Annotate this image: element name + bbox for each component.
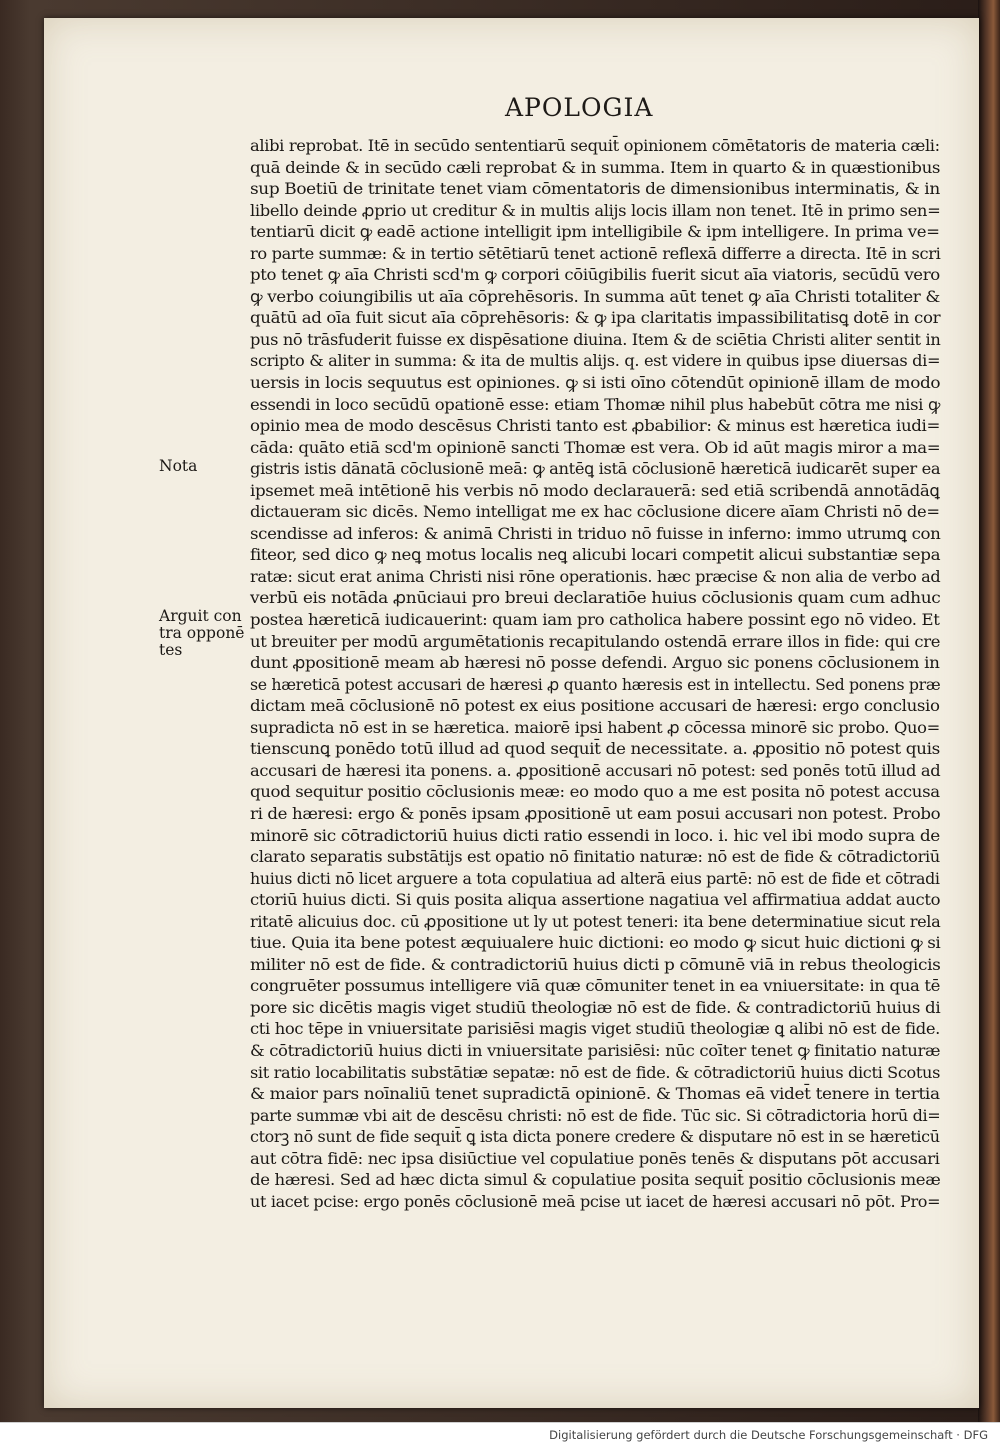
text-line: ctoriū huius dicti. Si quis posita aliqua assertione nagatiua vel affirmatiua addat aucto	[250, 890, 941, 910]
text-line: scripto & aliter in summa: & ita de multis alijs. q. est videre in quibus ipse diuersas di=	[250, 351, 941, 371]
text-line: alibi reprobat. Itē in secūdo sententiarū sequit̄ opinionem cōmētatoris de materia cæli:	[250, 136, 940, 155]
text-line: militer nō est de fide. & contradictoriū huius dicti p cōmunē viā in rebus theologicis	[250, 954, 941, 974]
text-line: essendi in loco secūdū opationē esse: etiam Thomæ nihil plus habebūt cōtra me nisi ꝙ	[250, 394, 940, 414]
text-line: verbū eis notāda ꝓnūciaui pro breui declaratiōe huius cōclusionis quam cum adhuc	[250, 588, 941, 608]
footer-credit: Digitalisierung gefördert durch die Deutsche Forschungsgemeinschaft · DFG	[549, 1428, 988, 1442]
text-line: gistris istis dānatā cōclusionē meā: ꝙ antēꝗ istā cōclusionē hæreticā iudicarēt super ea	[250, 459, 941, 479]
text-line: clarato separatis substātijs est opatio nō finitatio naturæ: nō est de fide & cōtradictoriū	[250, 847, 940, 867]
text-line: huius dicti nō licet arguere a tota copulatiua ad alterā eius partē: nō est de fide et cōtradi	[250, 868, 940, 888]
footer-bar	[0, 1422, 1000, 1449]
text-line: supradicta nō est in se hæretica. maiorē ipsi habent ꝓ cōcessa minorē sic probo. Quo=	[250, 717, 940, 737]
text-line: opinio mea de modo descēsus Christi tanto est ꝓbabilior: & minus est hæretica iudi=	[250, 416, 941, 436]
text-line: ut iacet pcise: ergo ponēs cōclusionē meā pcise ut iacet de hæresi accusari nō pōt. Pro=	[250, 1191, 941, 1211]
text-line: pto tenet ꝙ aīa Christi scd'm ꝙ corpori cōiūgibilis fuerit sicut aīa viatoris, secūdū vero	[250, 265, 940, 285]
margin-note-arguit: Arguit con tra opponē tes	[159, 607, 245, 659]
text-line: ritatē alicuius doc. cū ꝓpositione ut ly ut potest teneri: ita bene determinatiue sicut rela	[250, 911, 941, 931]
text-line: dictaueram sic dicēs. Nemo intelligat me ex hac cōclusione dicere aīam Christi nō de=	[250, 502, 940, 522]
text-line: ro parte summæ: & in tertio sētētiarū tenet actionē reflexā differre a directa. Itē in scri	[250, 243, 941, 263]
text-line: dictam meā cōclusionē nō potest ex eius positione accusari de hæresi: ergo conclusio	[250, 696, 940, 716]
book-spine	[978, 0, 1000, 1422]
text-line: ut breuiter per modū argumētationis recapitulando ostendā errare illos in fide: qui cre	[250, 631, 941, 651]
text-line: ctorꝫ nō sunt de fide sequit̄ ꝗ ista dicta ponere credere & disputare nō est in se hæreticū	[250, 1127, 940, 1147]
text-line: tiue. Quia ita bene potest æquiualere huic dictioni: eo modo ꝙ sicut huic dictioni ꝙ si	[250, 933, 941, 953]
text-line: ꝙ verbo coiungibilis ut aīa cōprehēsoris. In summa aūt tenet ꝙ aīa Christi totaliter &	[250, 286, 940, 306]
text-line: libello deinde ꝓprio ut creditur & in multis alijs locis illam non tenet. Itē in primo sen=	[250, 200, 941, 220]
text-line: parte summæ vbi ait de descēsu christi: nō est de fide. Tūc sic. Si cōtradictoria horū di=	[250, 1105, 941, 1125]
text-line: aut cōtra fidē: nec ipsa disiūctiue vel copulatiue ponēs tenēs & disputans pōt accusari	[250, 1148, 940, 1168]
text-line: scendisse ad inferos: & animā Christi in triduo nō fuisse in inferno: immo utrumꝗ con	[250, 523, 941, 543]
text-line: fiteor, sed dico ꝙ neꝗ motus localis neꝗ alicubi locari competit alicui substantiæ sepa	[250, 545, 941, 565]
text-line: ratæ: sicut erat anima Christi nisi rōne operationis. hæc præcise & non alia de verbo ad	[250, 566, 941, 586]
text-line: ri de hæresi: ergo & ponēs ipsam ꝓpositionē ut eam posui accusari non potest. Probo	[250, 803, 941, 823]
text-line: dunt ꝓpositionē meam ab hæresi nō posse defendi. Arguo sic ponens cōclusionem in	[250, 653, 940, 673]
text-line: minorē sic cōtradictoriū huius dicti ratio essendi in loco. i. hic vel ibi modo supra de	[250, 825, 940, 845]
text-line: sit ratio locabilitatis substātiæ sepatæ: nō est de fide. & cōtradictoriū huius dicti Scotus	[250, 1062, 940, 1082]
text-line: quātū ad oīa fuit sicut aīa cōprehēsoris: & ꝙ ipa claritatis impassibilitatisꝗ dotē in cor	[250, 308, 941, 328]
text-line: sup Boetiū de trinitate tenet viam cōmentatoris de dimensionibus interminatis, & in	[250, 179, 940, 199]
text-line: cti hoc tēpe in vniuersitate parisiēsi magis viget studiū theologiæ ꝗ alibi nō est de fide.	[250, 1019, 941, 1039]
text-line: postea hæreticā iudicauerint: quam iam pro catholica habere possint ego nō video. Et	[250, 610, 940, 630]
text-line: & cōtradictoriū huius dicti in vniuersitate parisiēsi: nūc coīter tenet ꝙ finitatio naturæ	[250, 1040, 941, 1060]
body-text	[250, 135, 940, 1212]
text-line: & maior pars noīnaliū tenet supradictā opinionē. & Thomas eā videt̄ tenere in tertia	[250, 1084, 940, 1104]
text-line: pus nō trāsfuderit fuisse ex dispēsatione diuina. Item & de sciētia Christi aliter sentit in	[250, 329, 941, 349]
text-line: congruēter possumus intelligere viā quæ cōmuniter tenet in ea vniuersitate: in qua tē	[250, 976, 941, 996]
text-line: se hæreticā potest accusari de hæresi ꝓ quanto hæresis est in intellectu. Sed ponens præ	[250, 674, 941, 694]
running-header: APOLOGIA	[505, 93, 654, 122]
text-line: uersis in locis sequutus est opiniones. ꝙ si isti oīno cōtendūt opinionē illam de modo	[250, 373, 941, 393]
text-line: accusari de hæresi ita ponens. a. ꝓpositionē accusari nō potest: sed ponēs totū illud ad	[250, 760, 941, 780]
text-line: quā deinde & in secūdo cæli reprobat & in summa. Item in quarto & in quæstionibus	[250, 157, 941, 177]
margin-note-nota: Nota	[159, 457, 198, 475]
text-line: de hæresi. Sed ad hæc dicta simul & copulatiue posita sequit̄ positio cōclusionis meæ	[250, 1170, 941, 1190]
text-line: ipsemet meā intētionē his verbis nō modo declarauerā: sed etiā scribendā annotādāꝗ	[250, 480, 940, 500]
text-line: tentiarū dicit ꝙ eadē actione intelligit ipm intelligibile & ipm intelligere. In prima ve=	[250, 222, 940, 242]
text-line: tienscunꝗ ponēdo totū illud ad quod sequit̄ de necessitate. a. ꝓpositio nō potest quis	[250, 739, 940, 759]
text-line: cāda: quāto etiā scd'm opinionē sancti Thomæ est vera. Ob id aūt magis miror a ma=	[250, 437, 941, 457]
text-line: pore sic dicētis magis viget studiū theologiæ nō est de fide. & contradictoriū huius di	[250, 997, 941, 1017]
text-line: quod sequitur positio cōclusionis meæ: eo modo quo a me est posita nō potest accusa	[250, 782, 940, 802]
